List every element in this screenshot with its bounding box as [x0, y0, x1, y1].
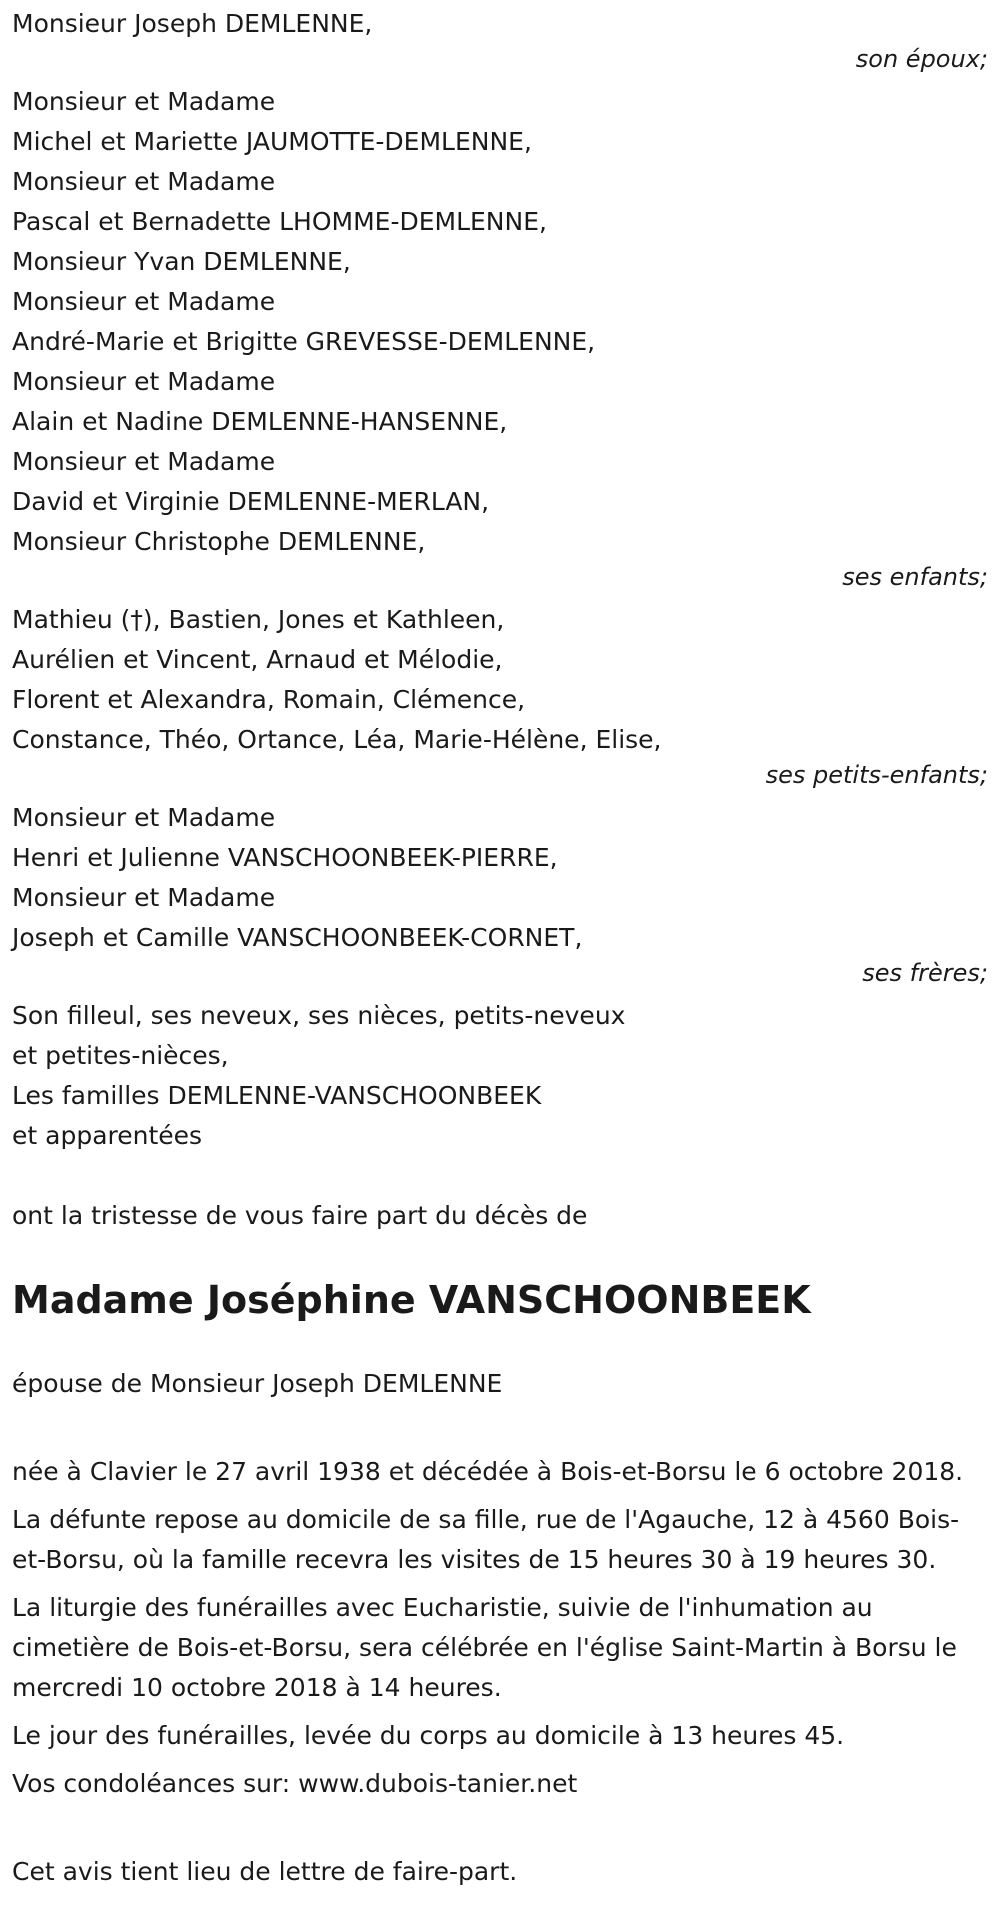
children-line: Monsieur Christophe DEMLENNE,	[12, 527, 426, 556]
children-group	[12, 82, 990, 592]
brothers-line: Monsieur et Madame	[12, 803, 276, 832]
children-line: Monsieur et Madame	[12, 367, 276, 396]
children-line: Michel et Mariette JAUMOTTE-DEMLENNE,	[12, 127, 532, 156]
grandchildren-line: Mathieu (†), Bastien, Jones et Kathleen,	[12, 605, 505, 634]
others-line: Son filleul, ses neveux, ses nièces, petits-neveux	[12, 1001, 626, 1030]
deceased-name: Madame Joséphine VANSCHOONBEEK	[12, 1278, 811, 1322]
birth-death-text: née à Clavier le 27 avril 1938 et décédée à Bois-et-Borsu le 6 octobre 2018.	[12, 1457, 964, 1486]
children-line: Pascal et Bernadette LHOMME-DEMLENNE,	[12, 207, 547, 236]
brothers-line: Joseph et Camille VANSCHOONBEEK-CORNET,	[12, 923, 583, 952]
children-line: David et Virginie DEMLENNE-MERLAN,	[12, 487, 490, 516]
spouse-role: son époux;	[855, 45, 988, 73]
children-line: Monsieur et Madame	[12, 87, 276, 116]
brothers-group	[12, 798, 990, 988]
visitation-text: La défunte repose au domicile de sa fille, rue de l'Agauche, 12 à 4560 Bois-et-Borsu, où la famille recevra les visites de 15 heures 30 à 19 heures 30.	[12, 1505, 960, 1574]
children-line: Monsieur et Madame	[12, 447, 276, 476]
others-line: et apparentées	[12, 1121, 203, 1150]
children-line: Alain et Nadine DEMLENNE-HANSENNE,	[12, 407, 508, 436]
procession-text: Le jour des funérailles, levée du corps au domicile à 13 heures 45.	[12, 1721, 845, 1750]
others-line: Les familles DEMLENNE-VANSCHOONBEEK	[12, 1081, 542, 1110]
grandchildren-group	[12, 600, 990, 790]
spouse-line: Monsieur Joseph DEMLENNE,	[12, 9, 373, 38]
others-line: et petites-nièces,	[12, 1041, 229, 1070]
grandchildren-line: Constance, Théo, Ortance, Léa, Marie-Hélène, Elise,	[12, 725, 662, 754]
children-line: Monsieur et Madame	[12, 167, 276, 196]
brothers-line: Henri et Julienne VANSCHOONBEEK-PIERRE,	[12, 843, 558, 872]
closing-text: Cet avis tient lieu de lettre de faire-part.	[12, 1857, 518, 1886]
others-group	[12, 996, 990, 1156]
spouse-of-text: épouse de Monsieur Joseph DEMLENNE	[12, 1369, 503, 1398]
brothers-role: ses frères;	[862, 959, 988, 987]
condolences-text: Vos condoléances sur: www.dubois-tanier.net	[12, 1769, 578, 1798]
children-role: ses enfants;	[842, 563, 988, 591]
spouse-group	[12, 4, 990, 74]
grandchildren-line: Aurélien et Vincent, Arnaud et Mélodie,	[12, 645, 503, 674]
intro-text: ont la tristesse de vous faire part du décès de	[12, 1201, 588, 1230]
funeral-text: La liturgie des funérailles avec Eucharistie, suivie de l'inhumation au cimetière de Bois-et-Borsu, sera célébrée en l'église Saint-Martin à Borsu le mercredi 10 octobre 2018 à 14 heures.	[12, 1593, 957, 1702]
grandchildren-line: Florent et Alexandra, Romain, Clémence,	[12, 685, 526, 714]
children-line: André-Marie et Brigitte GREVESSE-DEMLENNE,	[12, 327, 596, 356]
children-line: Monsieur Yvan DEMLENNE,	[12, 247, 351, 276]
grandchildren-role: ses petits-enfants;	[765, 761, 988, 789]
children-line: Monsieur et Madame	[12, 287, 276, 316]
obituary-notice	[12, 4, 990, 1900]
brothers-line: Monsieur et Madame	[12, 883, 276, 912]
